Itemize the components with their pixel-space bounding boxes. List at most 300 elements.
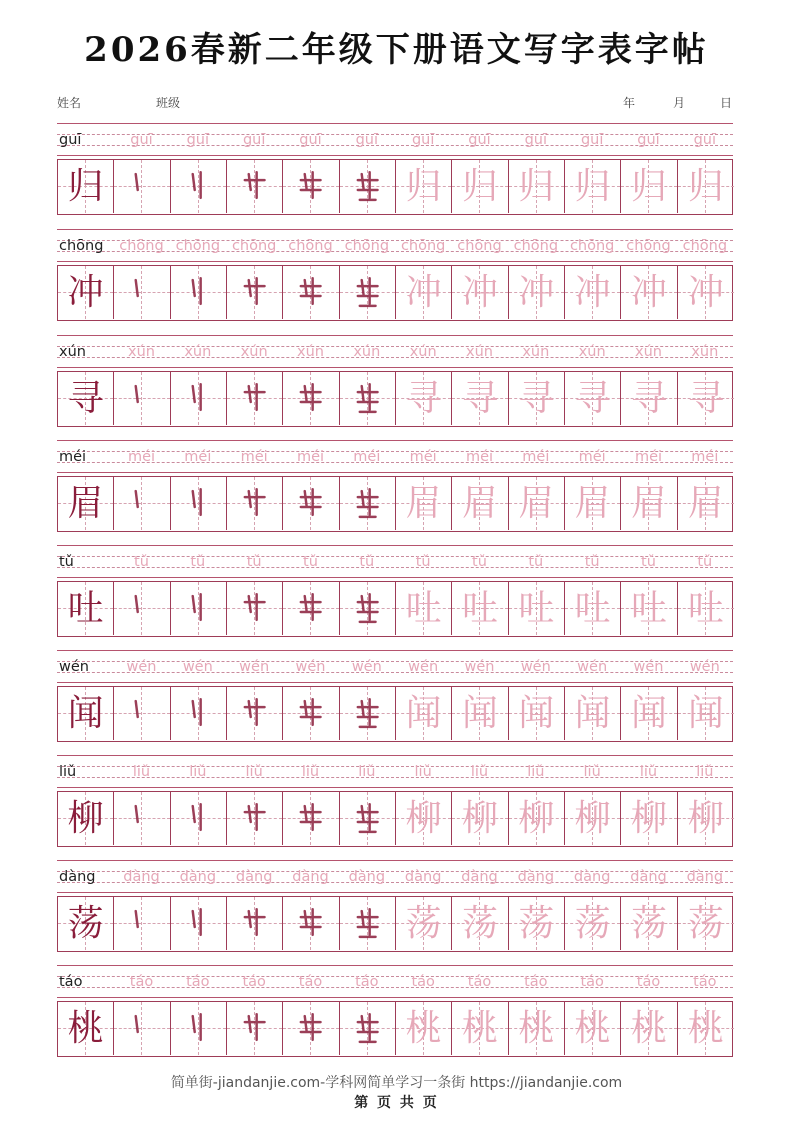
pinyin-trace: chōng	[626, 238, 671, 254]
pinyin-band	[57, 229, 733, 262]
tian-grid-cell	[565, 477, 621, 530]
trace-character: 眉	[630, 483, 667, 524]
trace-character: 冲	[461, 272, 498, 313]
tian-grid-cell	[340, 792, 396, 845]
pinyin-trace: dàng	[123, 869, 160, 885]
page-number: 第 页 共 页	[354, 1095, 439, 1111]
pinyin-trace: táo	[186, 974, 210, 990]
pinyin-label: chōng	[59, 238, 104, 254]
stroke-order-step	[340, 266, 395, 319]
pinyin-trace: dàng	[235, 869, 273, 885]
stroke-order-step	[171, 582, 226, 635]
trace-character: 归	[574, 166, 611, 207]
pinyin-trace: wén	[520, 659, 551, 675]
trace-character: 吐	[405, 588, 442, 629]
model-character: 柳	[67, 798, 104, 839]
pinyin-trace: méi	[296, 449, 325, 465]
tian-grid-cell	[509, 477, 565, 530]
stroke-order-step	[227, 687, 282, 740]
trace-character: 眉	[687, 483, 724, 524]
practice-row	[57, 860, 733, 952]
pinyin-trace: liǔ	[245, 764, 263, 780]
pinyin-trace: liǔ	[414, 764, 432, 780]
trace-character: 归	[687, 166, 724, 207]
pinyin-trace: dàng	[573, 869, 611, 885]
tian-grid-cell	[565, 372, 621, 425]
model-character: 闻	[67, 693, 104, 734]
tian-grid-cell	[114, 372, 170, 425]
pinyin-trace: xún	[240, 344, 268, 360]
character-band	[57, 896, 733, 952]
tian-grid-cell	[114, 477, 170, 530]
trace-character: 寻	[461, 378, 498, 419]
pinyin-trace: wén	[633, 659, 664, 675]
tian-grid-cell	[283, 372, 339, 425]
tian-grid-cell	[396, 266, 452, 319]
tian-grid-cell	[340, 897, 396, 950]
pinyin-trace: liǔ	[639, 764, 658, 780]
pinyin-trace: dàng	[348, 869, 386, 885]
tian-grid-cell	[283, 1002, 339, 1055]
tian-grid-cell	[114, 160, 170, 213]
tian-grid-cell	[452, 792, 508, 845]
tian-grid-cell	[509, 266, 565, 319]
tian-grid-cell	[340, 687, 396, 740]
practice-row	[57, 755, 733, 847]
tian-grid-cell	[678, 372, 734, 425]
tian-grid-cell	[565, 582, 621, 635]
tian-grid-cell	[678, 687, 734, 740]
pinyin-label: liǔ	[59, 764, 77, 780]
trace-character: 闻	[461, 693, 498, 734]
pinyin-trace: méi	[127, 449, 156, 465]
stroke-order-step	[340, 897, 395, 950]
stroke-order-step	[227, 792, 282, 845]
pinyin-trace: dàng	[686, 869, 724, 885]
tian-grid-cell	[565, 1002, 621, 1055]
pinyin-trace: guī	[580, 132, 604, 148]
tian-grid-cell	[678, 792, 734, 845]
trace-character: 冲	[518, 272, 555, 313]
stroke-order-step	[227, 160, 282, 213]
character-band	[57, 159, 733, 215]
tian-grid-cell	[565, 897, 621, 950]
tian-grid-cell	[678, 897, 734, 950]
pinyin-trace: táo	[355, 974, 379, 990]
pinyin-trace: guī	[130, 132, 153, 148]
trace-character: 桃	[461, 1008, 498, 1049]
stroke-order-step	[283, 792, 338, 845]
pinyin-trace: chōng	[175, 238, 221, 254]
tian-grid-cell	[509, 897, 565, 950]
trace-character: 归	[518, 166, 555, 207]
stroke-order-step	[283, 266, 338, 319]
trace-character: 眉	[574, 483, 611, 524]
pinyin-trace: liǔ	[189, 764, 207, 780]
pinyin-label: guī	[59, 132, 82, 148]
stroke-order-step	[114, 160, 169, 213]
pinyin-trace: táo	[242, 974, 266, 990]
tian-grid-cell	[114, 1002, 170, 1055]
tian-grid-cell	[396, 687, 452, 740]
practice-row	[57, 965, 733, 1057]
tian-grid-cell	[452, 477, 508, 530]
practice-row	[57, 440, 733, 532]
pinyin-trace: xún	[522, 344, 550, 360]
tian-grid-cell	[452, 582, 508, 635]
pinyin-trace: xún	[297, 344, 324, 360]
pinyin-label: dàng	[59, 869, 96, 885]
stroke-order-step	[114, 477, 169, 530]
month-label: 月	[673, 96, 686, 110]
stroke-order-step	[340, 1002, 395, 1055]
pinyin-trace: chōng	[513, 238, 559, 254]
pinyin-trace: dàng	[404, 869, 442, 885]
stroke-order-step	[340, 687, 395, 740]
stroke-order-step	[227, 897, 282, 950]
pinyin-trace: táo	[298, 974, 323, 990]
stroke-order-step	[114, 372, 169, 425]
tian-grid-cell	[171, 372, 227, 425]
trace-character: 吐	[630, 588, 667, 629]
stroke-order-step	[340, 582, 395, 635]
trace-character: 桃	[518, 1008, 555, 1049]
pinyin-band	[57, 965, 733, 998]
tian-grid-cell	[283, 266, 339, 319]
tian-grid-cell	[565, 160, 621, 213]
pinyin-trace: tǔ	[584, 554, 600, 570]
stroke-order-step	[227, 1002, 282, 1055]
stroke-order-step	[340, 372, 395, 425]
tian-grid-cell	[227, 1002, 283, 1055]
tian-grid-cell	[340, 1002, 396, 1055]
trace-character: 寻	[405, 378, 442, 419]
tian-grid-cell	[340, 477, 396, 530]
model-character: 冲	[67, 272, 104, 313]
day-label: 日	[720, 96, 733, 110]
pinyin-trace: méi	[240, 449, 268, 465]
stroke-order-step	[283, 1002, 338, 1055]
pinyin-trace: dàng	[179, 869, 217, 885]
tian-grid-cell	[171, 266, 227, 319]
tian-grid-cell	[621, 477, 677, 530]
pinyin-trace: táo	[524, 974, 548, 990]
pinyin-trace: liǔ	[470, 764, 489, 780]
tian-grid-cell	[509, 1002, 565, 1055]
model-character: 寻	[67, 378, 104, 419]
trace-character: 吐	[461, 588, 498, 629]
pinyin-band	[57, 650, 733, 683]
pinyin-trace: wén	[295, 659, 326, 675]
pinyin-trace: guī	[299, 132, 322, 148]
trace-character: 荡	[518, 903, 555, 944]
stroke-order-step	[171, 372, 226, 425]
page-title: 2026春新二年级下册语文写字表字帖	[84, 30, 709, 70]
pinyin-trace: méi	[578, 449, 606, 465]
pinyin-trace: méi	[465, 449, 494, 465]
tian-grid-cell	[621, 687, 677, 740]
tian-grid-cell	[509, 582, 565, 635]
pinyin-trace: guī	[524, 132, 548, 148]
stroke-order-step	[171, 792, 226, 845]
pinyin-label: tǔ	[59, 554, 74, 570]
pinyin-trace: xún	[128, 344, 155, 360]
trace-character: 冲	[574, 272, 611, 313]
tian-grid-cell	[227, 792, 283, 845]
tian-grid-cell	[58, 160, 114, 213]
pinyin-trace: chōng	[400, 238, 446, 254]
tian-grid-cell	[283, 582, 339, 635]
stroke-order-step	[340, 792, 395, 845]
trace-character: 桃	[630, 1008, 667, 1049]
practice-row	[57, 545, 733, 637]
stroke-order-step	[283, 897, 338, 950]
character-band	[57, 581, 733, 637]
pinyin-trace: liǔ	[132, 764, 151, 780]
character-band	[57, 265, 733, 321]
pinyin-trace: tǔ	[472, 554, 487, 570]
trace-character: 柳	[518, 798, 555, 839]
pinyin-trace: liǔ	[527, 764, 545, 780]
pinyin-trace: guī	[355, 132, 379, 148]
character-band	[57, 371, 733, 427]
tian-grid-cell	[171, 582, 227, 635]
trace-character: 归	[630, 166, 667, 207]
model-character: 吐	[67, 588, 104, 629]
name-label: 姓名	[57, 96, 82, 110]
tian-grid-cell	[171, 687, 227, 740]
trace-character: 荡	[405, 903, 442, 944]
stroke-order-step	[283, 687, 338, 740]
trace-character: 眉	[405, 483, 442, 524]
trace-character: 闻	[518, 693, 555, 734]
tian-grid-cell	[58, 792, 114, 845]
tian-grid-cell	[171, 1002, 227, 1055]
pinyin-trace: tǔ	[246, 554, 262, 570]
trace-character: 柳	[461, 798, 498, 839]
tian-grid-cell	[396, 897, 452, 950]
trace-character: 归	[405, 166, 442, 207]
tian-grid-cell	[171, 792, 227, 845]
trace-character: 荡	[461, 903, 498, 944]
stroke-order-step	[114, 1002, 169, 1055]
character-band	[57, 791, 733, 847]
pinyin-label: xún	[59, 344, 86, 360]
tian-grid-cell	[396, 1002, 452, 1055]
tian-grid-cell	[509, 792, 565, 845]
tian-grid-cell	[621, 160, 677, 213]
pinyin-trace: wén	[464, 659, 495, 675]
pinyin-trace: táo	[580, 974, 604, 990]
year-label: 年	[623, 96, 636, 110]
stroke-order-step	[114, 266, 169, 319]
tian-grid-cell	[58, 582, 114, 635]
trace-character: 寻	[630, 378, 667, 419]
tian-grid-cell	[565, 687, 621, 740]
tian-grid-cell	[171, 477, 227, 530]
tian-grid-cell	[678, 266, 734, 319]
pinyin-trace: méi	[634, 449, 663, 465]
tian-grid-cell	[621, 897, 677, 950]
tian-grid-cell	[509, 160, 565, 213]
model-character: 荡	[67, 903, 104, 944]
trace-character: 闻	[574, 693, 611, 734]
pinyin-trace: tǔ	[528, 554, 544, 570]
pinyin-trace: méi	[691, 449, 719, 465]
stroke-order-step	[227, 266, 282, 319]
pinyin-trace: wén	[689, 659, 720, 675]
trace-character: 桃	[687, 1008, 724, 1049]
pinyin-label: méi	[59, 449, 87, 465]
pinyin-trace: chōng	[457, 238, 502, 254]
pinyin-trace: chōng	[119, 238, 164, 254]
pinyin-band	[57, 335, 733, 368]
tian-grid-cell	[227, 477, 283, 530]
tian-grid-cell	[114, 687, 170, 740]
trace-character: 冲	[630, 272, 667, 313]
trace-character: 归	[461, 166, 498, 207]
tian-grid-cell	[114, 792, 170, 845]
stroke-order-step	[114, 582, 169, 635]
pinyin-trace: xún	[466, 344, 493, 360]
trace-character: 寻	[687, 378, 724, 419]
pinyin-trace: guī	[468, 132, 491, 148]
model-character: 归	[67, 166, 104, 207]
pinyin-band	[57, 123, 733, 156]
pinyin-trace: guī	[242, 132, 266, 148]
pinyin-trace: xún	[353, 344, 381, 360]
tian-grid-cell	[396, 477, 452, 530]
pinyin-trace: wén	[408, 659, 439, 675]
pinyin-trace: xún	[635, 344, 662, 360]
tian-grid-cell	[621, 372, 677, 425]
trace-character: 眉	[461, 483, 498, 524]
pinyin-trace: tǔ	[190, 554, 206, 570]
trace-character: 吐	[687, 588, 724, 629]
pinyin-trace: táo	[693, 974, 717, 990]
pinyin-trace: chōng	[344, 238, 390, 254]
pinyin-trace: dàng	[461, 869, 498, 885]
pinyin-band	[57, 755, 733, 788]
tian-grid-cell	[621, 266, 677, 319]
trace-character: 寻	[574, 378, 611, 419]
tian-grid-cell	[227, 582, 283, 635]
stroke-order-step	[114, 687, 169, 740]
pinyin-trace: xún	[409, 344, 437, 360]
stroke-order-step	[283, 372, 338, 425]
stroke-order-step	[114, 897, 169, 950]
stroke-order-step	[114, 792, 169, 845]
stroke-order-step	[171, 687, 226, 740]
tian-grid-cell	[227, 266, 283, 319]
tian-grid-cell	[621, 582, 677, 635]
tian-grid-cell	[509, 372, 565, 425]
tian-grid-cell	[678, 160, 734, 213]
pinyin-trace: tǔ	[641, 554, 656, 570]
character-band	[57, 476, 733, 532]
pinyin-trace: tǔ	[359, 554, 375, 570]
pinyin-trace: dàng	[517, 869, 555, 885]
tian-grid-cell	[452, 372, 508, 425]
trace-character: 荡	[687, 903, 724, 944]
pinyin-trace: táo	[411, 974, 435, 990]
pinyin-trace: tǔ	[134, 554, 149, 570]
pinyin-trace: táo	[467, 974, 492, 990]
pinyin-trace: táo	[129, 974, 154, 990]
character-band	[57, 686, 733, 742]
pinyin-trace: wén	[239, 659, 270, 675]
tian-grid-cell	[452, 266, 508, 319]
trace-character: 闻	[687, 693, 724, 734]
pinyin-trace: liǔ	[696, 764, 714, 780]
pinyin-band	[57, 440, 733, 473]
tian-grid-cell	[58, 477, 114, 530]
pinyin-band	[57, 545, 733, 578]
pinyin-trace: dàng	[292, 869, 329, 885]
tian-grid-cell	[340, 266, 396, 319]
trace-character: 柳	[687, 798, 724, 839]
stroke-order-step	[171, 160, 226, 213]
stroke-order-step	[171, 477, 226, 530]
tian-grid-cell	[283, 687, 339, 740]
pinyin-trace: liǔ	[358, 764, 376, 780]
trace-character: 柳	[630, 798, 667, 839]
trace-character: 闻	[630, 693, 667, 734]
tian-grid-cell	[58, 1002, 114, 1055]
practice-row	[57, 229, 733, 321]
pinyin-trace: tǔ	[697, 554, 713, 570]
tian-grid-cell	[678, 477, 734, 530]
tian-grid-cell	[678, 582, 734, 635]
tian-grid-cell	[227, 687, 283, 740]
tian-grid-cell	[340, 160, 396, 213]
tian-grid-cell	[621, 792, 677, 845]
trace-character: 冲	[405, 272, 442, 313]
tian-grid-cell	[114, 897, 170, 950]
trace-character: 冲	[687, 272, 724, 313]
pinyin-trace: guī	[693, 132, 717, 148]
trace-character: 闻	[405, 693, 442, 734]
trace-character: 桃	[405, 1008, 442, 1049]
tian-grid-cell	[171, 897, 227, 950]
trace-character: 眉	[518, 483, 555, 524]
pinyin-trace: guī	[637, 132, 660, 148]
tian-grid-cell	[227, 897, 283, 950]
tian-grid-cell	[171, 160, 227, 213]
pinyin-trace: chōng	[288, 238, 333, 254]
trace-character: 柳	[574, 798, 611, 839]
tian-grid-cell	[283, 792, 339, 845]
stroke-order-step	[340, 477, 395, 530]
stroke-order-step	[171, 897, 226, 950]
pinyin-trace: liǔ	[301, 764, 320, 780]
pinyin-label: táo	[59, 974, 83, 990]
practice-row	[57, 335, 733, 427]
model-character: 桃	[67, 1008, 104, 1049]
tian-grid-cell	[340, 582, 396, 635]
pinyin-trace: méi	[522, 449, 550, 465]
practice-row	[57, 650, 733, 742]
pinyin-trace: dàng	[630, 869, 667, 885]
tian-grid-cell	[678, 1002, 734, 1055]
tian-grid-cell	[621, 1002, 677, 1055]
pinyin-trace: méi	[409, 449, 437, 465]
class-label: 班级	[156, 96, 181, 110]
tian-grid-cell	[340, 372, 396, 425]
tian-grid-cell	[509, 687, 565, 740]
tian-grid-cell	[114, 266, 170, 319]
pinyin-trace: tǔ	[415, 554, 431, 570]
